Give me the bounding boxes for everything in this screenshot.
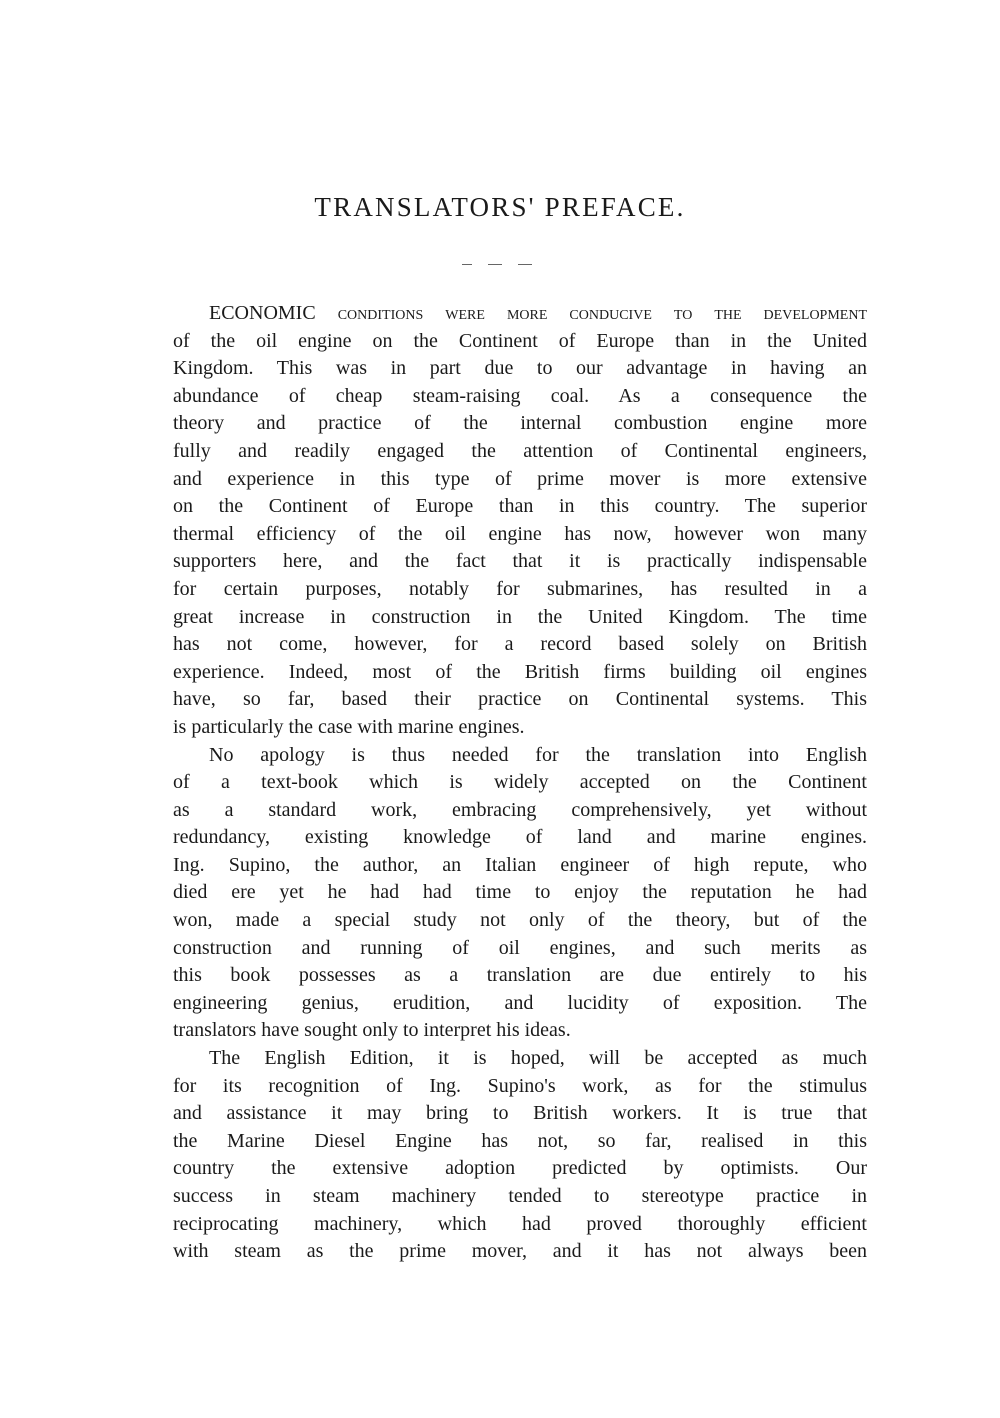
text-line: for certain purposes, notably for submarines, has resulted in a (173, 577, 867, 600)
text-line: died ere yet he had had time to enjoy the reputation he had (173, 881, 867, 904)
paragraph-1 (173, 300, 867, 742)
text-line: reciprocating machinery, which had proved thoroughly efficient (173, 1212, 867, 1235)
text-line: engineering genius, erudition, and lucidity of exposition. The (173, 991, 867, 1014)
text-line: won, made a special study not only of the theory, but of the (173, 909, 867, 932)
text-line: translators have sought only to interpret his ideas. (173, 1019, 571, 1042)
text-line: have, so far, based their practice on Continental systems. This (173, 688, 867, 711)
text-line: great increase in construction in the United Kingdom. The time (173, 605, 867, 628)
text-line: of a text-book which is widely accepted on the Continent (173, 771, 867, 794)
text-line: of the oil engine on the Continent of Europe than in the United (173, 329, 867, 352)
text-line: is particularly the case with marine engines. (173, 715, 525, 738)
text-line: The English Edition, it is hoped, will be accepted as much (209, 1047, 867, 1070)
text-line: abundance of cheap steam-raising coal. As a consequence the (173, 384, 867, 407)
text-line: with steam as the prime mover, and it has not always been (173, 1240, 867, 1263)
text-line: Ing. Supino, the author, an Italian engineer of high repute, who (173, 853, 867, 876)
preface-body (173, 300, 867, 1266)
text-line: construction and running of oil engines, and such merits as (173, 936, 867, 959)
text-line-content: ECONOMIC conditions were more conducive to the development (209, 302, 867, 324)
text-line: country the extensive adoption predicted by optimists. Our (173, 1157, 867, 1180)
text-line: fully and readily engaged the attention of Continental engineers, (173, 439, 867, 462)
text-line: theory and practice of the internal combustion engine more (173, 412, 867, 435)
text-line: for its recognition of Ing. Supino's work, as for the stimulus (173, 1074, 867, 1097)
page-title: TRANSLATORS' PREFACE. (314, 192, 686, 222)
text-line: Kingdom. This was in part due to our advantage in having an (173, 357, 867, 380)
text-line: and assistance it may bring to British workers. It is true that (173, 1102, 867, 1125)
text-line: as a standard work, embracing comprehensively, yet without (173, 798, 867, 821)
text-line: the Marine Diesel Engine has not, so far, realised in this (173, 1129, 867, 1152)
text-line: on the Continent of Europe than in this country. The superior (173, 495, 867, 518)
text-line: success in steam machinery tended to stereotype practice in (173, 1185, 867, 1207)
title-divider (462, 264, 532, 266)
paragraph-2 (173, 742, 867, 1046)
text-line: this book possesses as a translation are due entirely to his (173, 964, 867, 987)
text-line: thermal efficiency of the oil engine has now, however won many (173, 522, 867, 545)
text-line: has not come, however, for a record based solely on British (173, 633, 867, 656)
text-line: No apology is thus needed for the translation into English (209, 743, 867, 766)
text-line (173, 300, 867, 328)
paragraph-3 (173, 1045, 867, 1266)
text-line: and experience in this type of prime mover is more extensive (173, 467, 867, 490)
text-line: supporters here, and the fact that it is practically indispensable (173, 550, 867, 573)
text-line: experience. Indeed, most of the British firms building oil engines (173, 660, 867, 683)
text-line: redundancy, existing knowledge of land and marine engines. (173, 826, 867, 849)
